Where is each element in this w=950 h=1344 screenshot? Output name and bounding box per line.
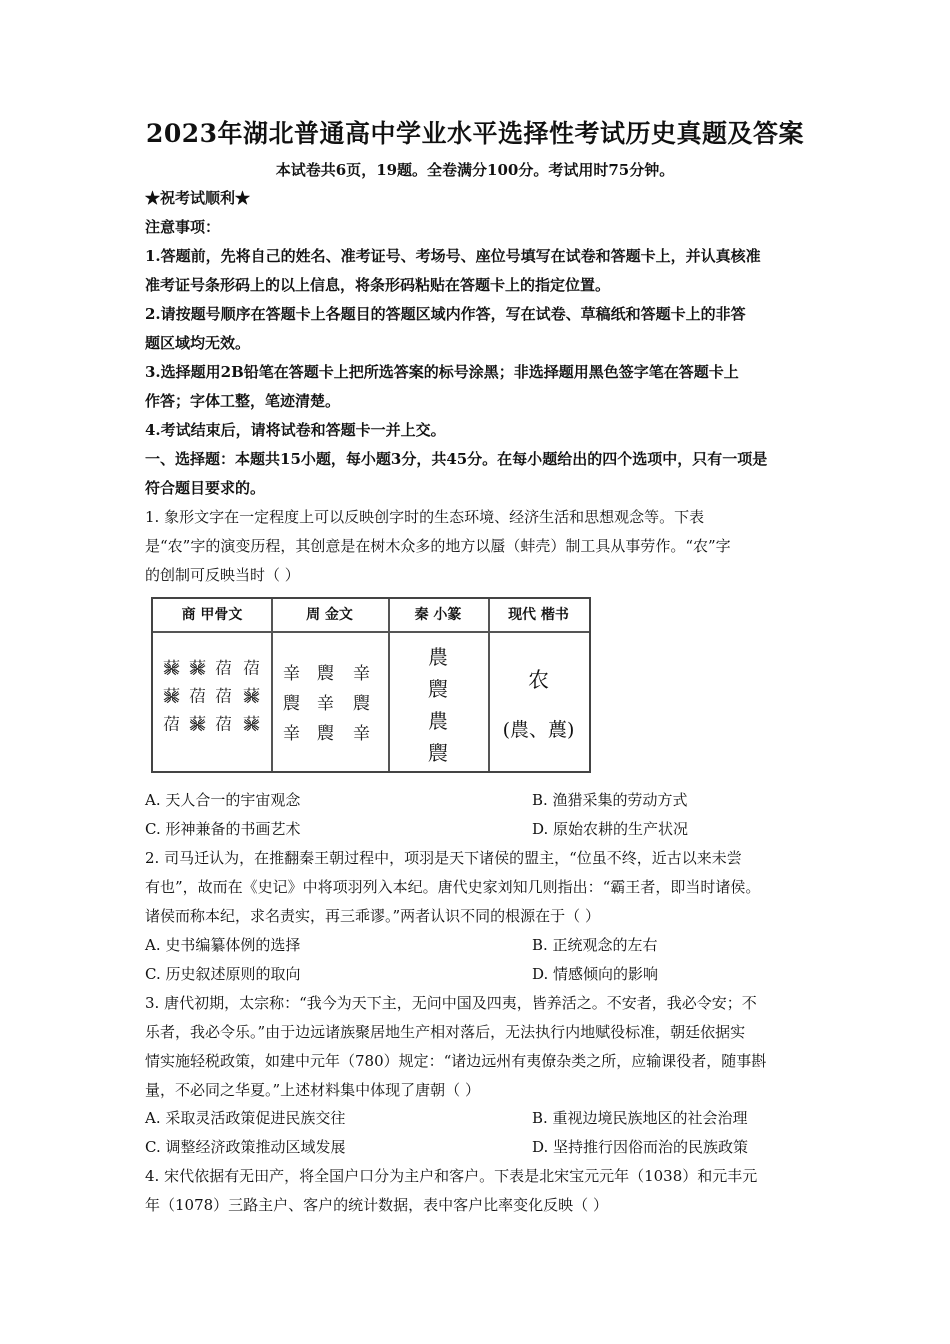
character-evolution-table [151, 597, 591, 773]
notice-line: 4.考试结束后，请将试卷和答题卡一并上交。 [145, 421, 446, 439]
table-divider [388, 599, 390, 771]
bronze-glyph: 䢉 [317, 724, 334, 744]
section-heading: 一、选择题：本题共15小题，每小题3分，共45分。在每小题给出的四个选项中，只有一项是 [145, 450, 768, 468]
blessing: ★祝考试顺利★ [145, 189, 251, 207]
exam-subtitle: 本试卷共6页，19题。全卷满分100分。考试用时75分钟。 [275, 161, 675, 179]
table-header-modern: 现代 楷书 [508, 607, 569, 623]
question-2-text: 2. 司马迁认为，在推翻秦王朝过程中，项羽是天下诸侯的盟主，“位虽不终，近古以来未尝 [145, 849, 742, 867]
bronze-glyph: 𨐌 [353, 724, 370, 744]
oracle-glyph: 𦯐 [189, 687, 206, 707]
q2-option-b: B. 正统观念的左右 [532, 936, 658, 954]
oracle-glyph: 𦯐 [215, 715, 232, 735]
question-2-text: 诸侯而称本纪，求名责实，再三乖谬。”两者认识不同的根源在于（ ） [145, 907, 600, 925]
question-1-text: 是“农”字的演变历程，其创意是在树木众多的地方以蜃（蚌壳）制工具从事劳作。“农”字 [145, 537, 731, 555]
oracle-glyph: 𦮙 [163, 659, 180, 679]
bronze-glyph: 䢉 [283, 694, 300, 714]
notice-line: 3.选择题用2B铅笔在答题卡上把所选答案的标号涂黑；非选择题用黑色签字笔在答题卡上 [145, 363, 739, 381]
question-3-text: 量，不必同之华夏。”上述材料集中体现了唐朝（ ） [145, 1081, 480, 1099]
seal-glyph: 䢉 [428, 677, 448, 701]
q3-option-b: B. 重视边境民族地区的社会治理 [532, 1109, 748, 1127]
bronze-glyph: 𨐌 [283, 664, 300, 684]
question-3-text: 乐者，我必令乐。”由于边远诸族聚居地生产相对落后，无法执行内地赋役标准，朝廷依据实 [145, 1023, 746, 1041]
oracle-glyph: 𦮙 [243, 687, 260, 707]
modern-variants: (農、蕽) [502, 719, 575, 741]
notice-heading: 注意事项： [145, 218, 221, 236]
seal-glyph: 䢉 [428, 741, 448, 765]
question-2-text: 有也”，故而在《史记》中将项羽列入本纪。唐代史家刘知几则指出：“霸王者，即当时诸侯。 [145, 878, 761, 896]
q1-option-a: A. 天人合一的宇宙观念 [145, 791, 301, 809]
question-1-text: 的创制可反映当时（ ） [145, 566, 300, 584]
oracle-glyph: 𦯐 [243, 659, 260, 679]
q3-option-a: A. 采取灵活政策促进民族交往 [145, 1109, 346, 1127]
oracle-glyph: 𦯐 [215, 659, 232, 679]
notice-line: 1.答题前，先将自己的姓名、准考证号、考场号、座位号填写在试卷和答题卡上，并认真核准 [145, 247, 761, 265]
seal-glyph: 農 [428, 645, 448, 669]
notice-line: 题区域均无效。 [145, 334, 251, 352]
question-3-text: 情实施轻税政策，如建中元年（780）规定：“诸边远州有夷僚杂类之所，应输课役者，随事斟 [145, 1052, 767, 1070]
table-header-oracle: 商 甲骨文 [181, 607, 243, 623]
table-divider [271, 599, 273, 771]
question-4-text: 4. 宋代依据有无田产，将全国户口分为主户和客户。下表是北宋宝元元年（1038）和元丰元 [145, 1167, 758, 1185]
question-1-text: 1. 象形文字在一定程度上可以反映创字时的生态环境、经济生活和思想观念等。下表 [145, 508, 705, 526]
bronze-glyph: 䢉 [317, 664, 334, 684]
bronze-glyph: 𨐌 [283, 724, 300, 744]
notice-line: 准考证号条形码上的以上信息，将条形码粘贴在答题卡上的指定位置。 [145, 276, 611, 294]
q3-option-d: D. 坚持推行因俗而治的民族政策 [532, 1138, 749, 1156]
oracle-glyph: 𦮙 [163, 687, 180, 707]
q3-option-c: C. 调整经济政策推动区域发展 [145, 1138, 346, 1156]
oracle-glyph: 𦮙 [189, 715, 206, 735]
q1-option-b: B. 渔猎采集的劳动方式 [532, 791, 688, 809]
oracle-glyph: 𦯐 [163, 715, 180, 735]
q2-option-c: C. 历史叙述原则的取向 [145, 965, 301, 983]
oracle-glyph: 𦮙 [243, 715, 260, 735]
table-header-bronze: 周 金文 [306, 607, 353, 623]
page-title: 2023年湖北普通高中学业水平选择性考试历史真题及答案 [145, 119, 805, 148]
question-4-text: 年（1078）三路主户、客户的统计数据，表中客户比率变化反映（ ） [145, 1196, 608, 1214]
q1-option-c: C. 形神兼备的书画艺术 [145, 820, 301, 838]
table-header-seal: 秦 小篆 [414, 607, 462, 623]
bronze-glyph: 𨐌 [353, 664, 370, 684]
bronze-glyph: 𨐌 [317, 694, 334, 714]
q2-option-d: D. 情感倾向的影响 [532, 965, 659, 983]
q2-option-a: A. 史书编纂体例的选择 [145, 936, 301, 954]
bronze-glyph: 䢉 [353, 694, 370, 714]
seal-glyph: 農 [428, 709, 448, 733]
q1-option-d: D. 原始农耕的生产状况 [532, 820, 689, 838]
table-divider [153, 631, 589, 633]
oracle-glyph: 𦮙 [189, 659, 206, 679]
question-3-text: 3. 唐代初期，太宗称：“我今为天下主，无问中国及四夷，皆养活之。不安者，我必令安；不 [145, 994, 757, 1012]
notice-line: 2.请按题号顺序在答题卡上各题目的答题区域内作答，写在试卷、草稿纸和答题卡上的非答 [145, 305, 746, 323]
notice-line: 作答；字体工整，笔迹清楚。 [145, 392, 341, 410]
modern-character: 农 [528, 668, 549, 692]
oracle-glyph: 𦯐 [215, 687, 232, 707]
section-heading: 符合题目要求的。 [145, 479, 266, 497]
